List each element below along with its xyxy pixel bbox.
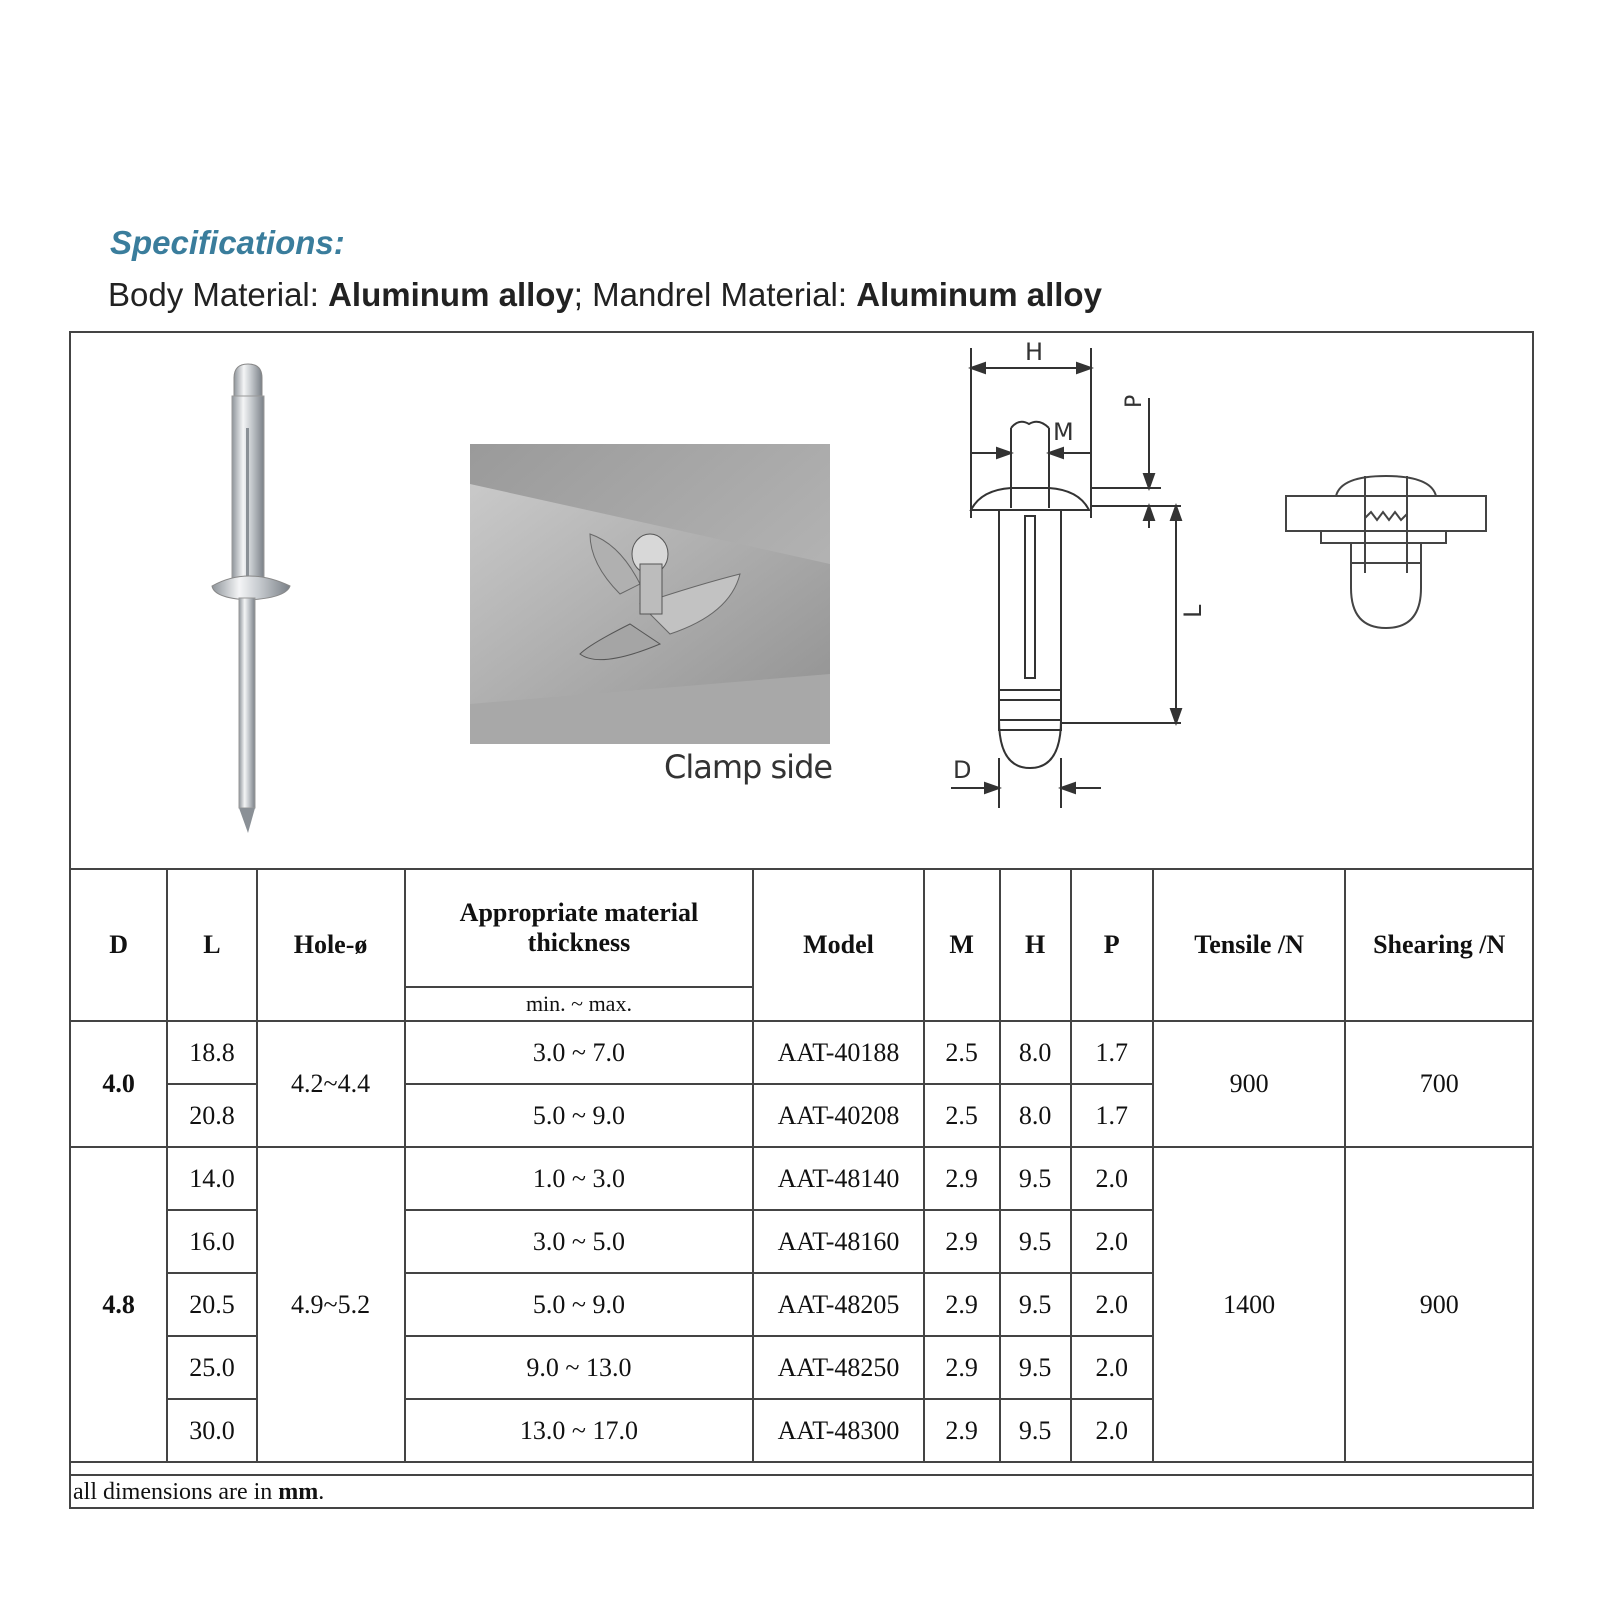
dim-label-l: L <box>1179 604 1207 618</box>
cell-m: 2.9 <box>924 1273 1000 1336</box>
header-thickness-sub: min. ~ max. <box>405 987 754 1021</box>
rivet-dimension-diagram <box>941 338 1211 828</box>
mandrel-material-label: ; Mandrel Material: <box>573 276 857 313</box>
cell-thickness: 13.0 ~ 17.0 <box>405 1399 754 1462</box>
cell-thickness: 3.0 ~ 7.0 <box>405 1021 754 1084</box>
body-material-value: Aluminum alloy <box>328 276 574 313</box>
cell-p: 1.7 <box>1071 1021 1153 1084</box>
cell-l: 25.0 <box>167 1336 256 1399</box>
cell-h: 8.0 <box>1000 1021 1071 1084</box>
cell-l: 18.8 <box>167 1021 256 1084</box>
header-h: H <box>1000 869 1071 1021</box>
cell-model: AAT-40188 <box>753 1021 923 1084</box>
cell-m: 2.5 <box>924 1084 1000 1147</box>
cell-l: 14.0 <box>167 1147 256 1210</box>
cell-d: 4.8 <box>70 1147 167 1462</box>
spec-panel <box>69 331 1534 1509</box>
header-thickness: Appropriate material thickness <box>405 869 754 987</box>
cell-l: 20.8 <box>167 1084 256 1147</box>
cell-p: 2.0 <box>1071 1210 1153 1273</box>
cell-m: 2.9 <box>924 1210 1000 1273</box>
footnote-prefix: all dimensions are in <box>73 1479 279 1505</box>
cell-p: 2.0 <box>1071 1399 1153 1462</box>
rivet-photo <box>206 358 306 838</box>
header-d: D <box>70 869 167 1021</box>
installed-cross-section <box>1281 468 1491 638</box>
specifications-heading: Specifications: <box>110 224 345 261</box>
cell-m: 2.9 <box>924 1336 1000 1399</box>
cell-h: 8.0 <box>1000 1084 1071 1147</box>
body-material-label: Body Material: <box>108 276 329 313</box>
mandrel-material-value: Aluminum alloy <box>856 276 1102 313</box>
cell-model: AAT-48205 <box>753 1273 923 1336</box>
material-line <box>108 276 1102 314</box>
cell-model: AAT-48300 <box>753 1399 923 1462</box>
figure-area <box>71 333 1532 868</box>
cell-d: 4.0 <box>70 1021 167 1147</box>
specification-table <box>69 868 1534 1463</box>
header-hole: Hole-ø <box>257 869 405 1021</box>
cell-shearing: 700 <box>1345 1021 1533 1147</box>
footnote-suffix: . <box>318 1479 325 1505</box>
cell-m: 2.5 <box>924 1021 1000 1084</box>
cell-p: 2.0 <box>1071 1147 1153 1210</box>
header-m: M <box>924 869 1000 1021</box>
dim-label-m: M <box>1053 418 1074 446</box>
cell-p: 2.0 <box>1071 1273 1153 1336</box>
cell-h: 9.5 <box>1000 1147 1071 1210</box>
cell-thickness: 5.0 ~ 9.0 <box>405 1273 754 1336</box>
cell-l: 30.0 <box>167 1399 256 1462</box>
dim-label-h: H <box>1025 338 1044 366</box>
cell-thickness: 1.0 ~ 3.0 <box>405 1147 754 1210</box>
footnote-unit: mm <box>278 1479 319 1505</box>
cell-model: AAT-48140 <box>753 1147 923 1210</box>
cell-hole: 4.2~4.4 <box>257 1021 405 1147</box>
cell-h: 9.5 <box>1000 1336 1071 1399</box>
cell-tensile: 900 <box>1153 1021 1346 1147</box>
units-footnote <box>71 1474 1532 1507</box>
cell-tensile: 1400 <box>1153 1147 1346 1462</box>
table-row <box>70 1021 1533 1084</box>
cell-m: 2.9 <box>924 1147 1000 1210</box>
cell-hole: 4.9~5.2 <box>257 1147 405 1462</box>
cell-l: 20.5 <box>167 1273 256 1336</box>
header-tensile: Tensile /N <box>1153 869 1346 1021</box>
header-l: L <box>167 869 256 1021</box>
cell-thickness: 9.0 ~ 13.0 <box>405 1336 754 1399</box>
cell-model: AAT-40208 <box>753 1084 923 1147</box>
clamp-side-photo <box>470 444 830 744</box>
header-p: P <box>1071 869 1153 1021</box>
header-model: Model <box>753 869 923 1021</box>
cell-shearing: 900 <box>1345 1147 1533 1462</box>
cell-h: 9.5 <box>1000 1273 1071 1336</box>
cell-model: AAT-48250 <box>753 1336 923 1399</box>
cell-model: AAT-48160 <box>753 1210 923 1273</box>
table-row <box>70 1147 1533 1210</box>
cell-thickness: 3.0 ~ 5.0 <box>405 1210 754 1273</box>
header-shearing: Shearing /N <box>1345 869 1533 1021</box>
cell-m: 2.9 <box>924 1399 1000 1462</box>
cell-l: 16.0 <box>167 1210 256 1273</box>
cell-h: 9.5 <box>1000 1399 1071 1462</box>
cell-h: 9.5 <box>1000 1210 1071 1273</box>
cell-p: 2.0 <box>1071 1336 1153 1399</box>
dim-label-p: P <box>1122 394 1147 408</box>
cell-thickness: 5.0 ~ 9.0 <box>405 1084 754 1147</box>
clamp-side-caption: Clamp side <box>664 748 833 786</box>
dim-label-d: D <box>953 756 972 784</box>
cell-p: 1.7 <box>1071 1084 1153 1147</box>
